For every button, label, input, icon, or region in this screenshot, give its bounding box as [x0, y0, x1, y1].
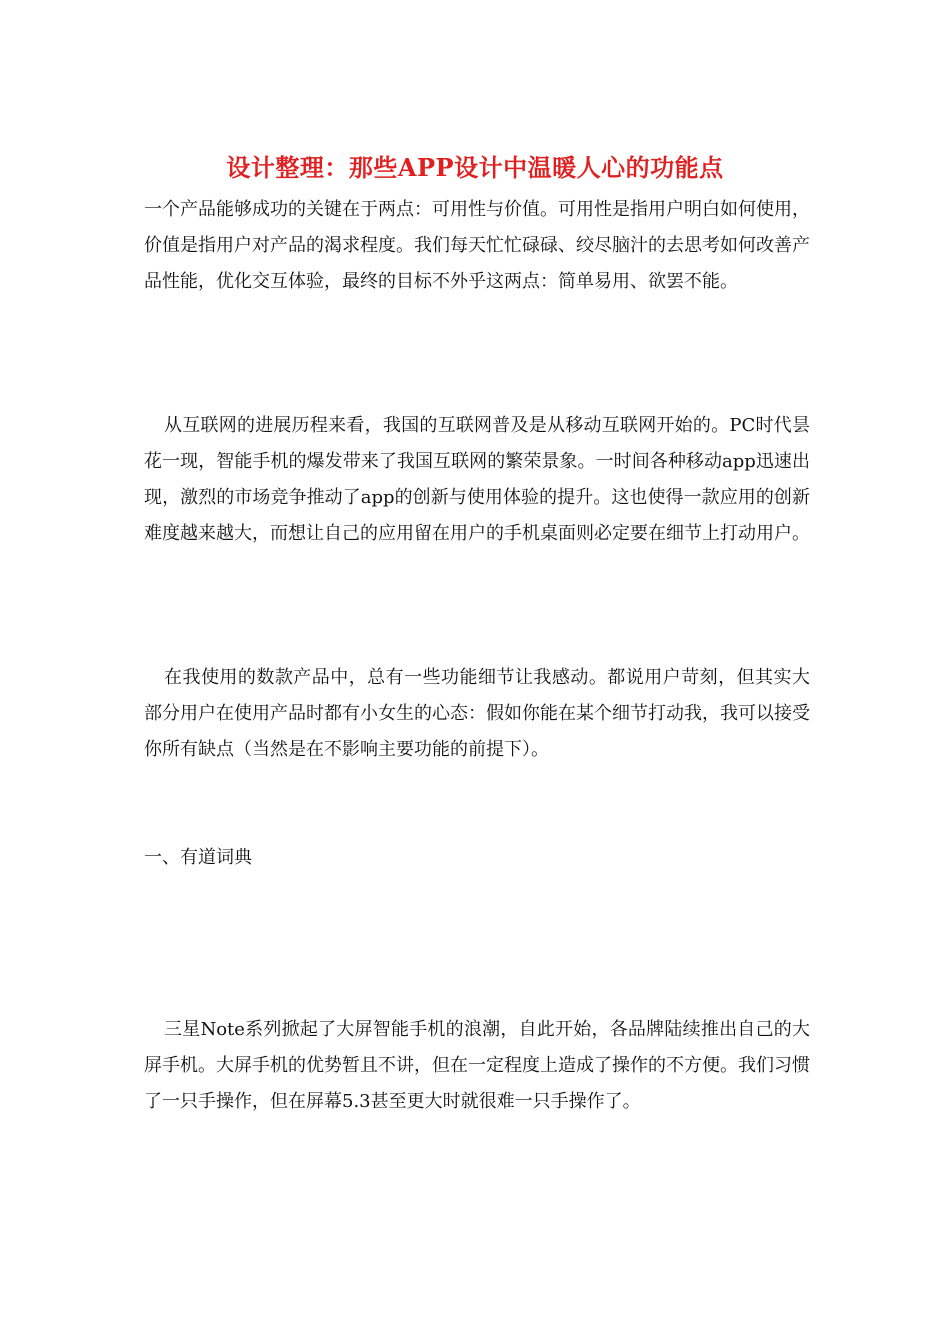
document-title: 设计整理：那些APP设计中温暖人心的功能点: [226, 153, 724, 182]
intro-paragraph: 一个产品能够成功的关键在于两点：可用性与价值。可用性是指用户明白如何使用，价值是指用户对产品的渴求程度。我们每天忙忙碌碌、绞尽脑汁的去思考如何改善产品性能，优化交互体验，最终的目标不外乎这两点：简单易用、欲罢不能。: [144, 199, 810, 292]
internet-history-paragraph: 从互联网的进展历程来看，我国的互联网普及是从移动互联网开始的。PC时代昙花一现，智能手机的爆发带来了我国互联网的繁荣景象。一时间各种移动app迅速出现，激烈的市场竞争推动了app的创新与使用体验的提升。这也使得一款应用的创新难度越来越大，而想让自己的应用留在用户的手机桌面则必定要在细节上打动用户。: [144, 415, 810, 544]
section-paragraph: 三星Note系列掀起了大屏智能手机的浪潮，自此开始，各品牌陆续推出自己的大屏手机。大屏手机的优势暂且不讲，但在一定程度上造成了操作的不方便。我们习惯了一只手操作，但在屏幕5.3甚至更大时就很难一只手操作了。: [144, 1019, 810, 1112]
section-heading: 一、有道词典: [144, 847, 252, 868]
user-experience-paragraph: 在我使用的数款产品中，总有一些功能细节让我感动。都说用户苛刻，但其实大部分用户在使用产品时都有小女生的心态：假如你能在某个细节打动我，我可以接受你所有缺点（当然是在不影响主要功能的前提下）。: [144, 667, 810, 760]
